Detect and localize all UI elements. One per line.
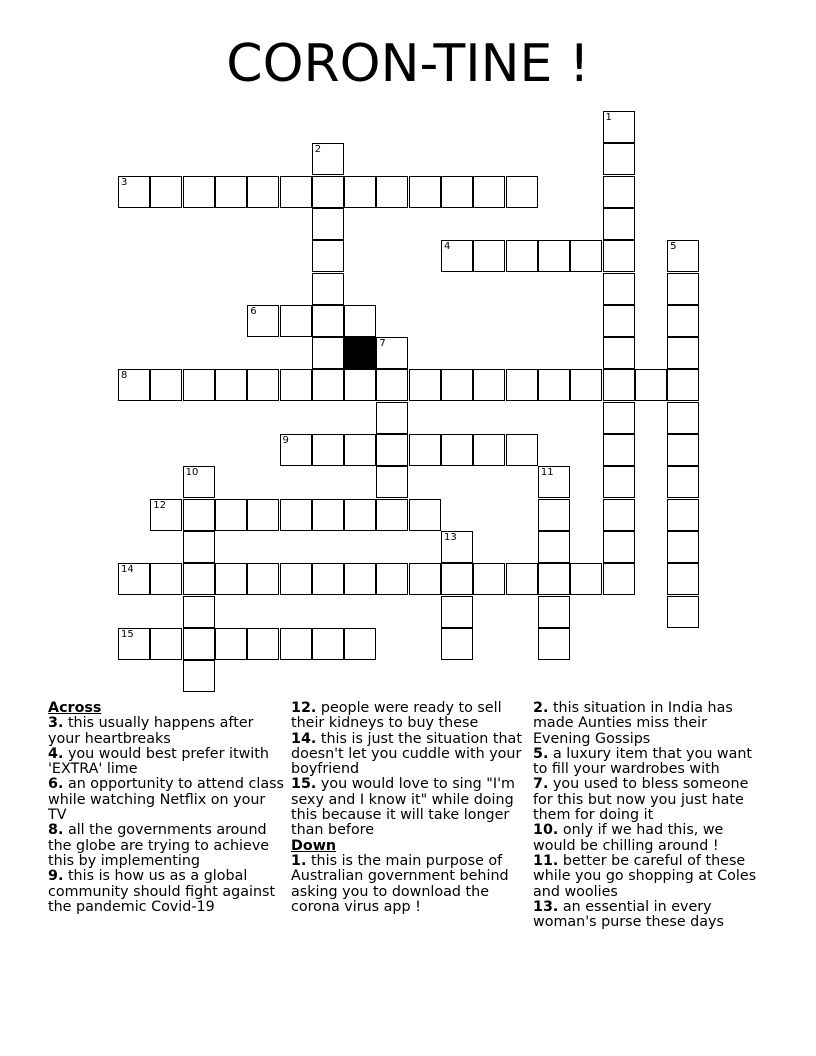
grid-cell[interactable]: [603, 531, 635, 563]
grid-cell[interactable]: [247, 628, 279, 660]
clue-down-5: 5. a luxury item that you want to fill your wardrobes with: [533, 745, 753, 778]
grid-cell[interactable]: [538, 466, 570, 498]
grid-cell[interactable]: [667, 273, 699, 305]
grid-cell[interactable]: [473, 563, 505, 595]
grid-cell[interactable]: [570, 240, 602, 272]
grid-cell[interactable]: [376, 466, 408, 498]
grid-cell[interactable]: [150, 563, 182, 595]
grid-cell[interactable]: [506, 369, 538, 401]
grid-cell[interactable]: [506, 176, 538, 208]
grid-cell[interactable]: [183, 176, 215, 208]
grid-cell[interactable]: [441, 369, 473, 401]
grid-cell[interactable]: [376, 499, 408, 531]
grid-cell[interactable]: [118, 628, 150, 660]
cell-number: 7: [379, 338, 386, 350]
grid-cell[interactable]: [603, 434, 635, 466]
grid-cell[interactable]: [538, 240, 570, 272]
grid-cell[interactable]: [570, 369, 602, 401]
grid-cell[interactable]: [603, 111, 635, 143]
grid-cell[interactable]: [312, 369, 344, 401]
grid-cell[interactable]: [215, 563, 247, 595]
grid-cell[interactable]: [118, 369, 150, 401]
grid-cell[interactable]: [312, 337, 344, 369]
clue-across-6: 6. an opportunity to attend class while watching Netflix on your TV: [48, 776, 284, 824]
grid-cell[interactable]: [215, 369, 247, 401]
grid-cell[interactable]: [603, 305, 635, 337]
grid-cell[interactable]: [603, 563, 635, 595]
clue-across-3: 3. this usually happens after your heartbreaks: [48, 715, 254, 747]
grid-cell[interactable]: [441, 596, 473, 628]
grid-cell[interactable]: [312, 305, 344, 337]
grid-cell[interactable]: [441, 240, 473, 272]
grid-cell[interactable]: [603, 208, 635, 240]
grid-cell[interactable]: [667, 369, 699, 401]
grid-cell[interactable]: [280, 176, 312, 208]
cell-number: 5: [670, 241, 677, 253]
grid-cell[interactable]: [603, 337, 635, 369]
cell-number: 11: [540, 467, 554, 479]
cell-number: 6: [250, 305, 257, 317]
grid-cell[interactable]: [570, 563, 602, 595]
grid-cell[interactable]: [603, 466, 635, 498]
grid-cell[interactable]: [409, 176, 441, 208]
down-heading: Down: [291, 837, 337, 854]
grid-cell[interactable]: [215, 499, 247, 531]
grid-cell[interactable]: [603, 143, 635, 175]
grid-cell[interactable]: [538, 531, 570, 563]
grid-cell[interactable]: [215, 176, 247, 208]
grid-cell[interactable]: [538, 563, 570, 595]
clue-across-15: 15. you would love to sing "I'm sexy and I know it" while doing this because it will take longer than before: [291, 776, 515, 839]
grid-cell[interactable]: [667, 434, 699, 466]
grid-cell[interactable]: [247, 176, 279, 208]
grid-cell[interactable]: [118, 176, 150, 208]
grid-cell[interactable]: [376, 402, 408, 434]
grid-cell[interactable]: [667, 499, 699, 531]
grid-cell[interactable]: [183, 466, 215, 498]
grid-cell[interactable]: [603, 176, 635, 208]
grid-cell[interactable]: [183, 499, 215, 531]
grid-cell[interactable]: [150, 176, 182, 208]
grid-cell[interactable]: [183, 531, 215, 563]
grid-cell[interactable]: [603, 240, 635, 272]
grid-cell[interactable]: [506, 240, 538, 272]
clue-column-1: [48, 701, 284, 915]
grid-cell[interactable]: [667, 337, 699, 369]
grid-cell[interactable]: [409, 563, 441, 595]
grid-cell[interactable]: [506, 434, 538, 466]
clue-down-7: 7. you used to bless someone for this but now you just hate them for doing it: [533, 776, 749, 824]
grid-cell[interactable]: [344, 176, 376, 208]
clue-column-2: [291, 701, 527, 915]
cell-number: 13: [444, 531, 457, 543]
grid-cell[interactable]: [183, 596, 215, 628]
grid-cell[interactable]: [312, 499, 344, 531]
grid-cell[interactable]: [247, 305, 279, 337]
clue-across-8: 8. all the governments around the globe are trying to achieve this by implementing: [48, 822, 270, 869]
grid-cell[interactable]: [280, 628, 312, 660]
clue-down-2: 2. this situation in India has made Aunties miss their Evening Gossips: [533, 700, 733, 747]
grid-cell[interactable]: [603, 273, 635, 305]
grid-cell[interactable]: [441, 531, 473, 563]
grid-cell[interactable]: [247, 563, 279, 595]
grid-cell[interactable]: [506, 563, 538, 595]
grid-cell[interactable]: [441, 434, 473, 466]
cell-number: 3: [121, 176, 128, 188]
grid-cell[interactable]: [376, 434, 408, 466]
grid-cell[interactable]: [667, 305, 699, 337]
grid-cell[interactable]: [473, 434, 505, 466]
grid-cell[interactable]: [247, 369, 279, 401]
grid-cell[interactable]: [473, 369, 505, 401]
grid-cell[interactable]: [247, 499, 279, 531]
grid-cell[interactable]: [280, 434, 312, 466]
grid-cell[interactable]: [409, 369, 441, 401]
cell-number: 1: [605, 112, 612, 123]
grid-cell[interactable]: [635, 369, 667, 401]
grid-cell[interactable]: [183, 628, 215, 660]
black-cell: [344, 337, 376, 369]
grid-cell[interactable]: [344, 563, 376, 595]
grid-cell[interactable]: [312, 434, 344, 466]
grid-cell[interactable]: [312, 208, 344, 240]
clue-down-11: 11. better be careful of these while you go shopping at Coles and woolies: [533, 852, 757, 900]
grid-cell[interactable]: [312, 143, 344, 175]
clue-down-10: 10. only if we had this, we would be chilling around !: [533, 822, 724, 854]
grid-cell[interactable]: [312, 273, 344, 305]
grid-cell[interactable]: [344, 434, 376, 466]
cell-number: 14: [121, 564, 134, 576]
grid-cell[interactable]: [118, 563, 150, 595]
grid-cell[interactable]: [538, 369, 570, 401]
cell-number: 9: [282, 435, 289, 446]
grid-cell[interactable]: [376, 337, 408, 369]
grid-cell[interactable]: [376, 176, 408, 208]
cell-number: 4: [444, 241, 451, 253]
grid-cell[interactable]: [280, 499, 312, 531]
grid-cell[interactable]: [667, 531, 699, 563]
grid-cell[interactable]: [280, 563, 312, 595]
grid-cell[interactable]: [603, 499, 635, 531]
grid-cell[interactable]: [667, 240, 699, 272]
clue-down-13: 13. an essential in every woman's purse these days: [533, 898, 724, 931]
grid-cell[interactable]: [312, 176, 344, 208]
grid-cell[interactable]: [312, 240, 344, 272]
clue-across-4: 4. you would best prefer itwith 'EXTRA' lime: [48, 745, 269, 778]
grid-cell[interactable]: [538, 596, 570, 628]
grid-cell[interactable]: [312, 628, 344, 660]
grid-cell[interactable]: [473, 240, 505, 272]
clue-across-12: 12. people were ready to sell their kidneys to buy these: [291, 700, 502, 732]
cell-number: 12: [153, 499, 167, 511]
grid-cell[interactable]: [150, 499, 182, 531]
grid-cell[interactable]: [441, 628, 473, 660]
grid-cell[interactable]: [376, 369, 408, 401]
grid-cell[interactable]: [344, 628, 376, 660]
across-heading: Across: [48, 700, 102, 716]
cell-number: 8: [121, 370, 128, 382]
cell-number: 2: [314, 144, 322, 156]
grid-cell[interactable]: [409, 434, 441, 466]
grid-cell[interactable]: [183, 369, 215, 401]
cell-number: 10: [185, 467, 199, 479]
grid-cell[interactable]: [667, 402, 699, 434]
grid-cell[interactable]: [667, 596, 699, 628]
grid-cell[interactable]: [280, 369, 312, 401]
grid-cell[interactable]: [603, 402, 635, 434]
grid-cell[interactable]: [280, 305, 312, 337]
clue-column-3: [533, 701, 769, 930]
grid-cell[interactable]: [312, 563, 344, 595]
puzzle-title: CORON-TINE !: [226, 34, 590, 94]
grid-cell[interactable]: [441, 176, 473, 208]
grid-cell[interactable]: [215, 628, 247, 660]
grid-cell[interactable]: [150, 628, 182, 660]
grid-cell[interactable]: [150, 369, 182, 401]
clue-across-9: 9. this is how us as a global community should fight against the pandemic Covid-19: [48, 868, 276, 915]
clue-across-14: 14. this is just the situation that doesn't let you cuddle with your boyfriend: [291, 730, 522, 778]
cell-number: 15: [121, 628, 134, 640]
grid-cell[interactable]: [603, 369, 635, 401]
grid-cell[interactable]: [344, 369, 376, 401]
clue-down-1: 1. this is the main purpose of Australian government behind asking you to download the corona virus app !: [291, 852, 509, 915]
grid-cell[interactable]: [538, 499, 570, 531]
grid-cell[interactable]: [538, 628, 570, 660]
grid-cell[interactable]: [667, 563, 699, 595]
grid-cell[interactable]: [441, 563, 473, 595]
grid-cell[interactable]: [667, 466, 699, 498]
grid-cell[interactable]: [344, 499, 376, 531]
grid-cell[interactable]: [344, 305, 376, 337]
grid-cell[interactable]: [473, 176, 505, 208]
grid-cell[interactable]: [183, 563, 215, 595]
grid-cell[interactable]: [409, 499, 441, 531]
grid-cell[interactable]: [376, 563, 408, 595]
grid-cell[interactable]: [183, 660, 215, 692]
